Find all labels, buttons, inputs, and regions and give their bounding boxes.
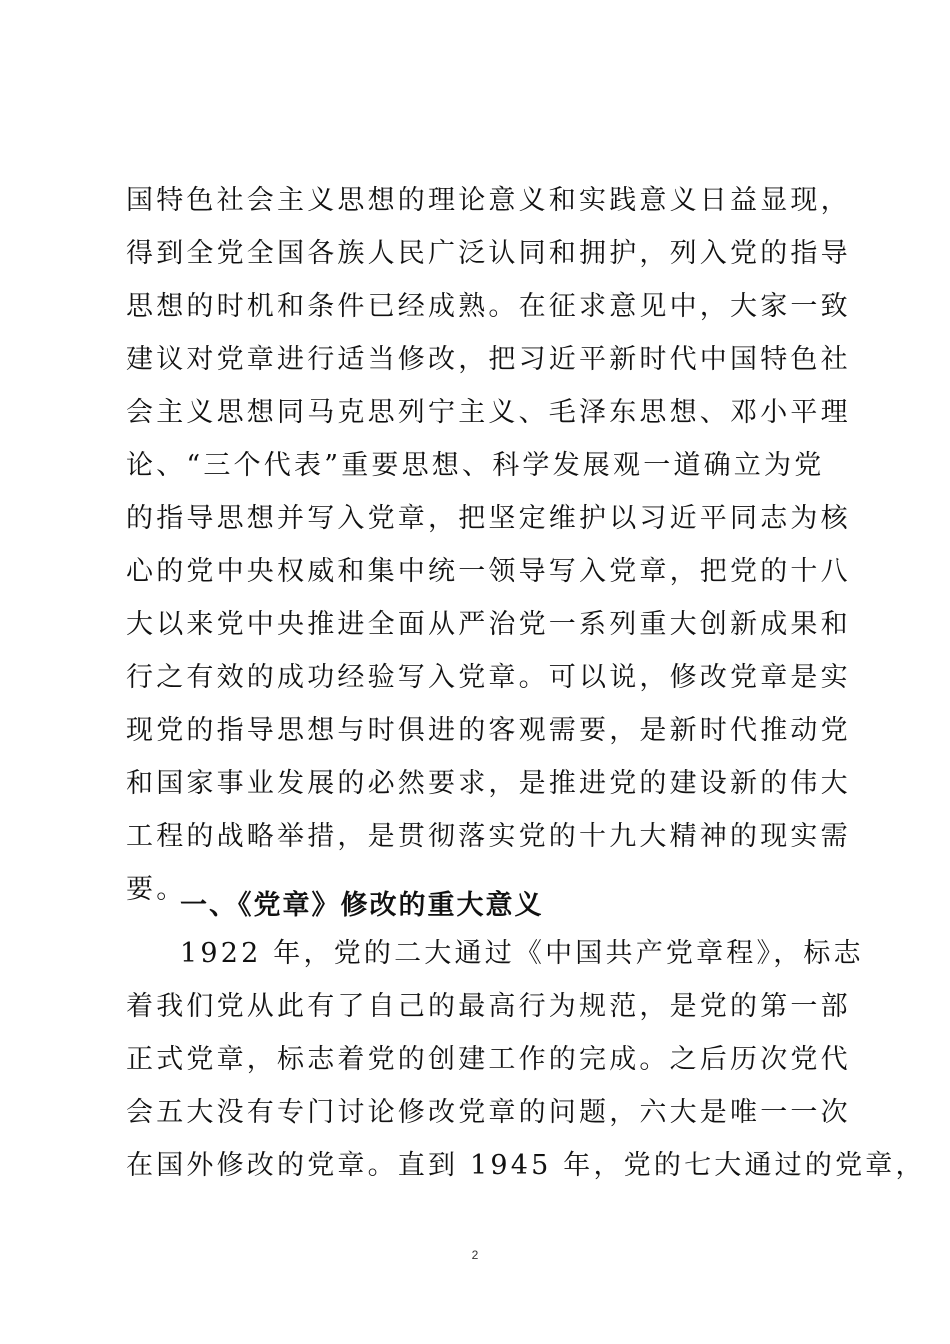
paragraph-line: 和国家事业发展的必然要求，是推进党的建设新的伟大 <box>126 768 851 799</box>
body-paragraph <box>126 927 926 1192</box>
paragraph-line: 会五大没有专门讨论修改党章的问题，六大是唯一一次 <box>126 1097 851 1128</box>
paragraph-line: 论、“三个代表”重要思想、科学发展观一道确立为党 <box>126 450 825 481</box>
paragraph-line: 在国外修改的党章。直到 1945 年，党的七大通过的党章， <box>126 1150 926 1181</box>
paragraph-line: 建议对党章进行适当修改，把习近平新时代中国特色社 <box>126 344 851 375</box>
paragraph-line: 行之有效的成功经验写入党章。可以说，修改党章是实 <box>126 662 851 693</box>
paragraph-line: 大以来党中央推进全面从严治党一系列重大创新成果和 <box>126 609 851 640</box>
paragraph-line: 着我们党从此有了自己的最高行为规范，是党的第一部 <box>126 991 851 1022</box>
paragraph-line: 思想的时机和条件已经成熟。在征求意见中，大家一致 <box>126 291 851 322</box>
paragraph-line: 工程的战略举措，是贯彻落实党的十九大精神的现实需 <box>126 821 851 852</box>
section-heading: 一、《党章》修改的重大意义 <box>180 890 544 921</box>
paragraph-line: 会主义思想同马克思列宁主义、毛泽东思想、邓小平理 <box>126 397 851 428</box>
paragraph-line: 心的党中央权威和集中统一领导写入党章，把党的十八 <box>126 556 851 587</box>
body-paragraph <box>126 174 851 916</box>
paragraph-line: 1922 年，党的二大通过《中国共产党章程》，标志 <box>180 938 864 969</box>
paragraph-line: 现党的指导思想与时俱进的客观需要，是新时代推动党 <box>126 715 851 746</box>
paragraph-line: 国特色社会主义思想的理论意义和实践意义日益显现， <box>126 185 851 216</box>
paragraph-line: 得到全党全国各族人民广泛认同和拥护，列入党的指导 <box>126 238 851 269</box>
paragraph-line: 要。 <box>126 874 187 905</box>
paragraph-line: 的指导思想并写入党章，把坚定维护以习近平同志为核 <box>126 503 851 534</box>
page-number: 2 <box>471 1248 479 1262</box>
paragraph-line: 正式党章，标志着党的创建工作的完成。之后历次党代 <box>126 1044 851 1075</box>
